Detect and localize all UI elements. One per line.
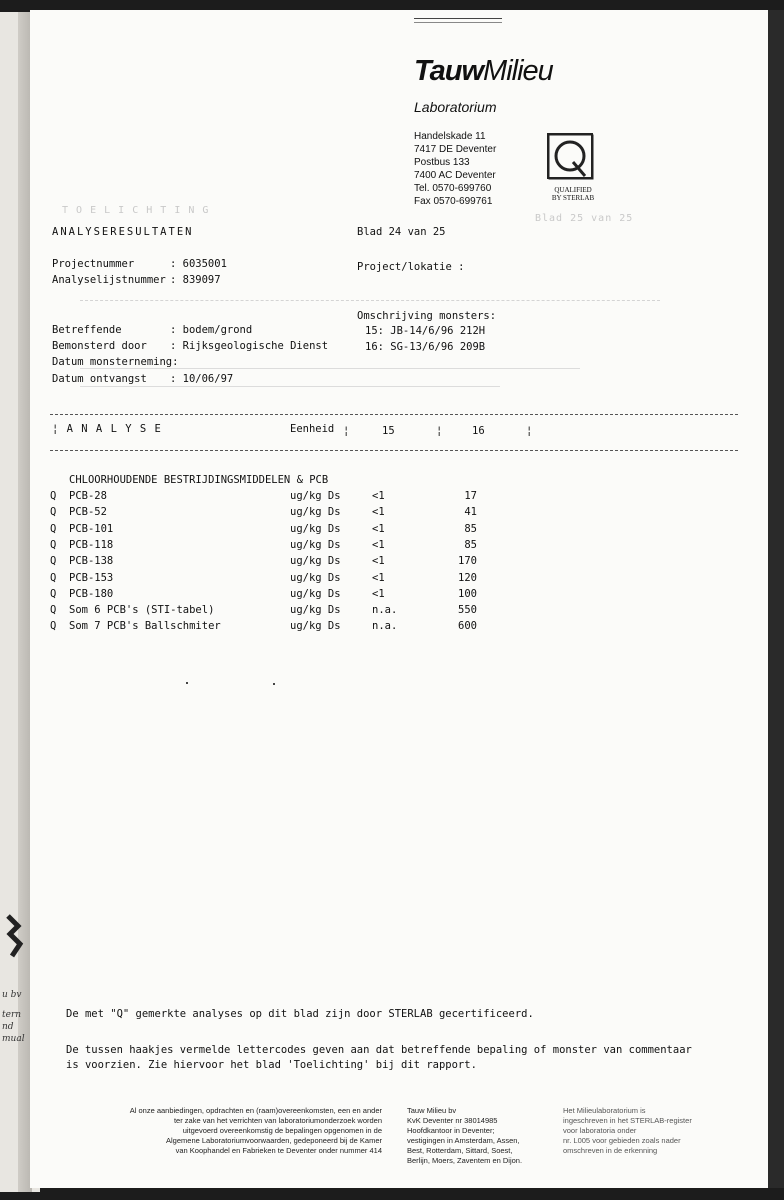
analyte-name: Som 6 PCB's (STI-tabel): [69, 604, 215, 617]
column-separator: ¦: [343, 425, 350, 437]
value-16: 85: [464, 538, 477, 551]
value-15: n.a.: [372, 620, 398, 633]
unit-cell: ug/kg Ds: [290, 490, 341, 502]
value-15: <1: [372, 555, 385, 568]
bleed-through-rule: [80, 300, 660, 301]
q-mark: Q: [50, 571, 57, 584]
table-rule-top: [50, 414, 738, 415]
value-15: n.a.: [372, 604, 398, 617]
value-16: 120: [458, 571, 477, 584]
list-label: Analyselijstnummer: [52, 274, 166, 286]
analyte-name: PCB-52: [69, 506, 107, 519]
samples-heading: Omschrijving monsters:: [357, 310, 497, 322]
unit-cell: ug/kg Ds: [290, 506, 341, 519]
analyte-name: PCB-118: [69, 538, 114, 551]
unit-cell: ug/kg Ds: [290, 522, 341, 535]
q-mark: Q: [50, 506, 57, 519]
bleed-through-rule: [80, 386, 500, 395]
subject-label: Betreffende: [52, 324, 122, 336]
value-15: <1: [372, 506, 385, 519]
value-15: <1: [372, 538, 385, 551]
analyte-name: PCB-138: [69, 555, 114, 568]
prev-page-fragment: mual: [2, 1034, 25, 1044]
certification-note: De met "Q" gemerkte analyses op dit blad zijn door STERLAB gecertificeerd.: [66, 1008, 534, 1020]
location-label: Project/lokatie :: [357, 261, 465, 273]
report-title: ANALYSERESULTATEN: [52, 226, 194, 238]
comment-note-line2: is voorzien. Zie hiervoor het blad 'Toelichting' bij dit rapport.: [66, 1059, 477, 1071]
q-caption-2: BY STERLAB: [551, 194, 595, 202]
q-mark: Q: [50, 555, 57, 568]
sampled-by-label: Bemonsterd door: [52, 340, 147, 352]
q-mark: Q: [50, 587, 57, 600]
column-analyse: ¦ A N A L Y S E: [52, 423, 162, 435]
date-sampling-label: Datum monsterneming:: [52, 356, 179, 368]
list-value: : 839097: [170, 274, 221, 286]
address-block: Handelskade 11 7417 DE Deventer Postbus 133 7400 AC Deventer Tel. 0570-699760 Fax 0570-699761: [414, 131, 497, 207]
value-16: 85: [464, 522, 477, 535]
q-caption-1: QUALIFIED: [554, 186, 592, 194]
q-mark: Q: [50, 604, 57, 617]
column-separator: ¦: [526, 425, 533, 437]
page-right-edge: [768, 10, 784, 1188]
subject-value: : bodem/grond: [170, 324, 253, 336]
date-received-value: : 10/06/97: [170, 373, 234, 385]
bleed-through-text: Blad 25 van 25: [535, 213, 634, 224]
analyte-name: PCB-153: [69, 571, 114, 584]
sampled-by-value: : Rijksgeologische Dienst: [170, 340, 329, 352]
unit-cell: ug/kg Ds: [290, 620, 341, 633]
top-rule: [414, 18, 502, 19]
column-unit: Eenheid: [290, 423, 335, 435]
table-rule-bottom: [50, 450, 738, 451]
q-mark: Q: [50, 522, 57, 535]
column-sample-15: 15: [382, 425, 395, 437]
unit-cell: ug/kg Ds: [290, 555, 341, 568]
sample-15-desc: 15: JB-14/6/96 212H: [365, 325, 486, 337]
prev-page-fragment: u bv: [2, 990, 22, 1000]
sample-16-desc: 16: SG-13/6/96 209B: [365, 341, 486, 353]
value-16: 41: [464, 506, 477, 519]
bleed-through-rule: [80, 368, 580, 377]
q-mark: Q: [50, 538, 57, 551]
group-heading: CHLOORHOUDENDE BESTRIJDINGSMIDDELEN & PCB: [69, 474, 329, 486]
prev-page-fragment: tern: [2, 1010, 22, 1020]
value-15: <1: [372, 522, 385, 535]
unit-cell: ug/kg Ds: [290, 571, 341, 584]
project-label: Projectnummer: [52, 258, 135, 270]
analyte-name: PCB-180: [69, 587, 114, 600]
analyte-name: Som 7 PCB's Ballschmiter: [69, 620, 221, 633]
sterlab-q-logo: [545, 132, 601, 204]
comment-note-line1: De tussen haakjes vermelde lettercodes geven aan dat betreffende bepaling of monster van commentaar: [66, 1044, 692, 1056]
tauw-milieu-logo: TauwMilieu: [414, 55, 553, 87]
value-16: 170: [458, 555, 477, 568]
page-number: Blad 24 van 25: [357, 226, 446, 238]
value-16: 600: [458, 620, 477, 633]
column-sample-16: 16: [472, 425, 485, 437]
column-separator: ¦: [436, 425, 443, 437]
top-rule-2: [414, 22, 502, 23]
project-value: : 6035001: [170, 258, 227, 270]
bleed-through-text: T O E L I C H T I N G: [62, 205, 210, 216]
prev-page-fragment: nd: [2, 1022, 14, 1032]
q-mark: Q: [50, 620, 57, 633]
lab-name: Laboratorium: [414, 99, 497, 115]
analyte-name: PCB-28: [69, 490, 107, 502]
prev-page-logo-mark: [4, 912, 24, 962]
footer-sterlab: Het Milieulaboratorium is ingeschreven in het STERLAB-register voor laboratoria onder nr. L005 voor gebieden zoals nader omschreven in de erkenning: [563, 1106, 692, 1155]
analyte-name: PCB-101: [69, 522, 114, 535]
speck: [186, 682, 188, 684]
date-received-label: Datum ontvangst: [52, 373, 147, 385]
value-16: 17: [464, 490, 477, 502]
value-15: <1: [372, 587, 385, 600]
value-16: 550: [458, 604, 477, 617]
unit-cell: ug/kg Ds: [290, 587, 341, 600]
value-15: <1: [372, 571, 385, 584]
q-mark: Q: [50, 490, 57, 502]
footer-company: Tauw Milieu bv KvK Deventer nr 38014985 Hoofdkantoor in Deventer; vestigingen in Amsterdam, Assen, Best, Rotterdam, Sittard, Soest, Berlijn, Moers, Zaventem en Dijon.: [407, 1106, 523, 1165]
value-15: <1: [372, 490, 385, 502]
footer-terms: Al onze aanbiedingen, opdrachten en (raam)overeenkomsten, een en ander ter zake van het verrichten van laboratoriumonderzoek worden uitgevoerd overeenkomstig de bepalingen opgenomen in de Algemene Laboratoriumvoorwaarden, gedeponeerd bij de Kamer van Koophandel en Fabrieken te Deventer onder nummer 414: [129, 1106, 382, 1155]
value-16: 100: [458, 587, 477, 600]
unit-cell: ug/kg Ds: [290, 604, 341, 617]
speck: [273, 683, 275, 685]
unit-cell: ug/kg Ds: [290, 538, 341, 551]
